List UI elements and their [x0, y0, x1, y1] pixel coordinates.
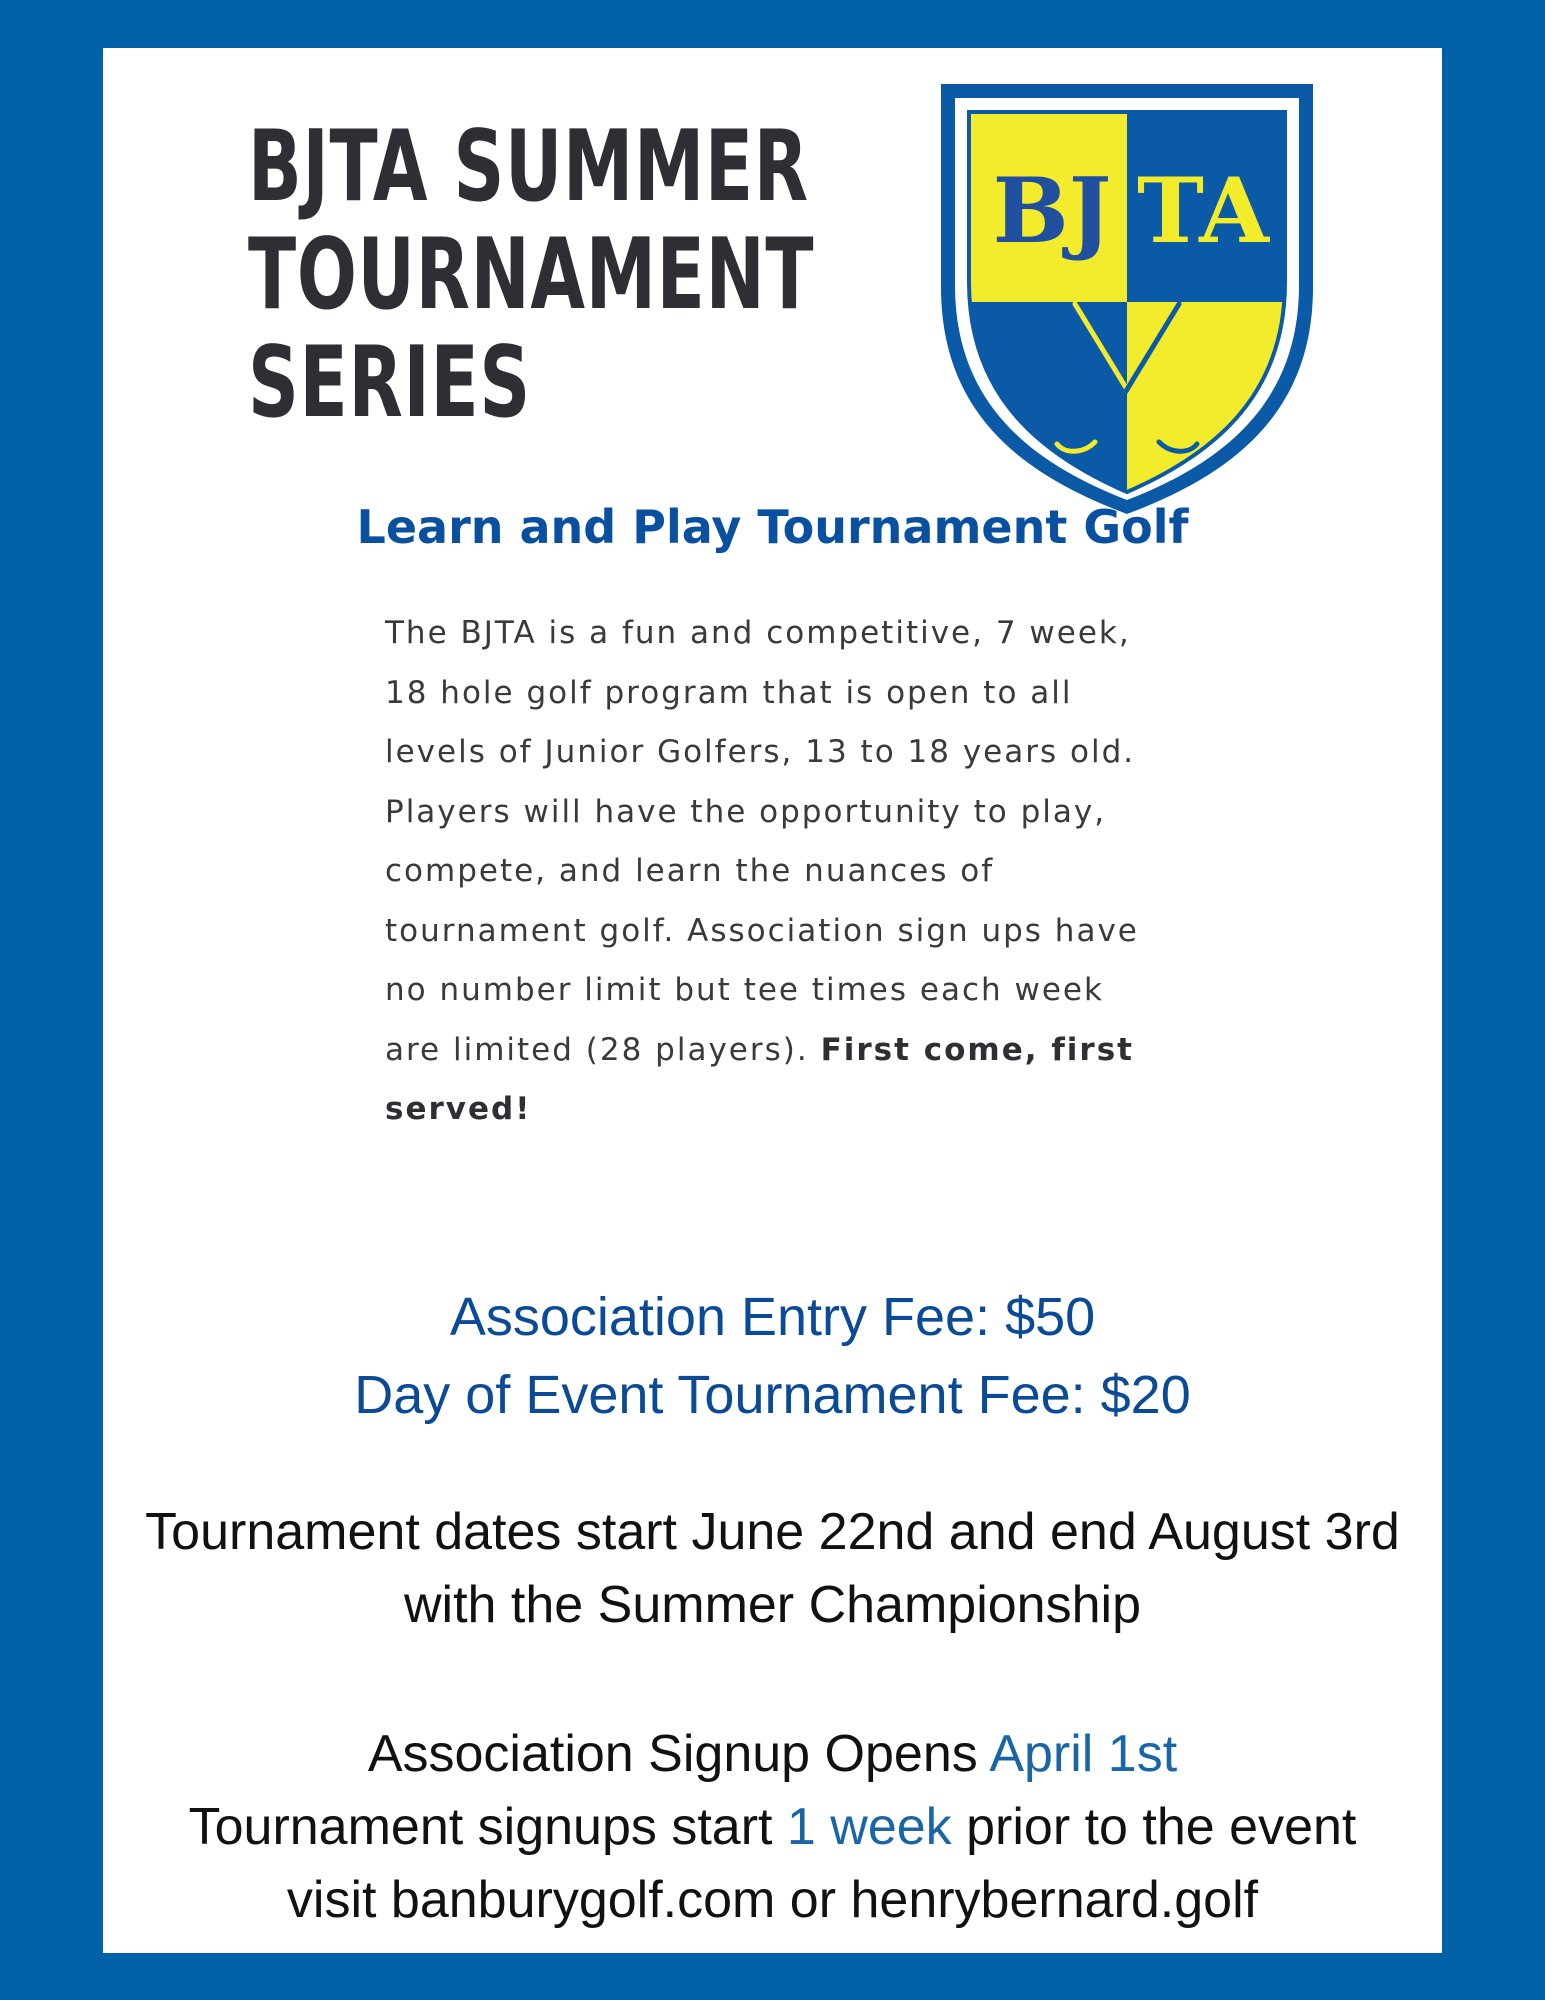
logo-letters-right: TA: [1137, 158, 1269, 264]
signup-lead-time: 1 week: [786, 1798, 952, 1856]
intro-bold-text: First come, first served!: [385, 1031, 1134, 1127]
title-line-2: TOURNAMENT: [248, 218, 815, 332]
signup-line-2: [103, 1797, 1442, 1857]
website-line: visit banburygolf.com or henrybernard.golf: [286, 1871, 1259, 1929]
signup-line-2-before: Tournament signups start: [188, 1798, 787, 1856]
signup-line-1-text: Association Signup Opens: [367, 1725, 990, 1783]
dates-line-2: with the Summer Championship: [404, 1576, 1141, 1634]
association-fee: Association Entry Fee: $50: [449, 1287, 1096, 1347]
subtitle: Learn and Play Tournament Golf: [356, 500, 1189, 554]
day-of-event-fee: Day of Event Tournament Fee: $20: [354, 1365, 1191, 1425]
poster-card: [103, 48, 1442, 1953]
logo-letters-left: BJ: [992, 158, 1112, 264]
poster-title: [248, 110, 815, 440]
title-line-1: BJTA SUMMER: [248, 110, 809, 224]
signup-line-2-after: prior to the event: [951, 1798, 1357, 1856]
signup-open-date: April 1st: [989, 1725, 1178, 1783]
dates-line-1: Tournament dates start June 22nd and end August 3rd: [145, 1503, 1400, 1561]
signup-line-1: [103, 1724, 1442, 1784]
intro-paragraph: [385, 604, 1165, 1140]
intro-text: The BJTA is a fun and competitive, 7 week, 18 hole golf program that is open to all levels of Junior Golfers, 13 to 18 years old. Players will have the opportunity to play, compete, and learn the nuances of tournament golf. Association sign ups have no number limit but tee times each week are limited (28 players).: [385, 615, 1139, 1068]
title-line-3: SERIES: [248, 326, 531, 440]
bjta-shield-logo: [939, 82, 1315, 516]
